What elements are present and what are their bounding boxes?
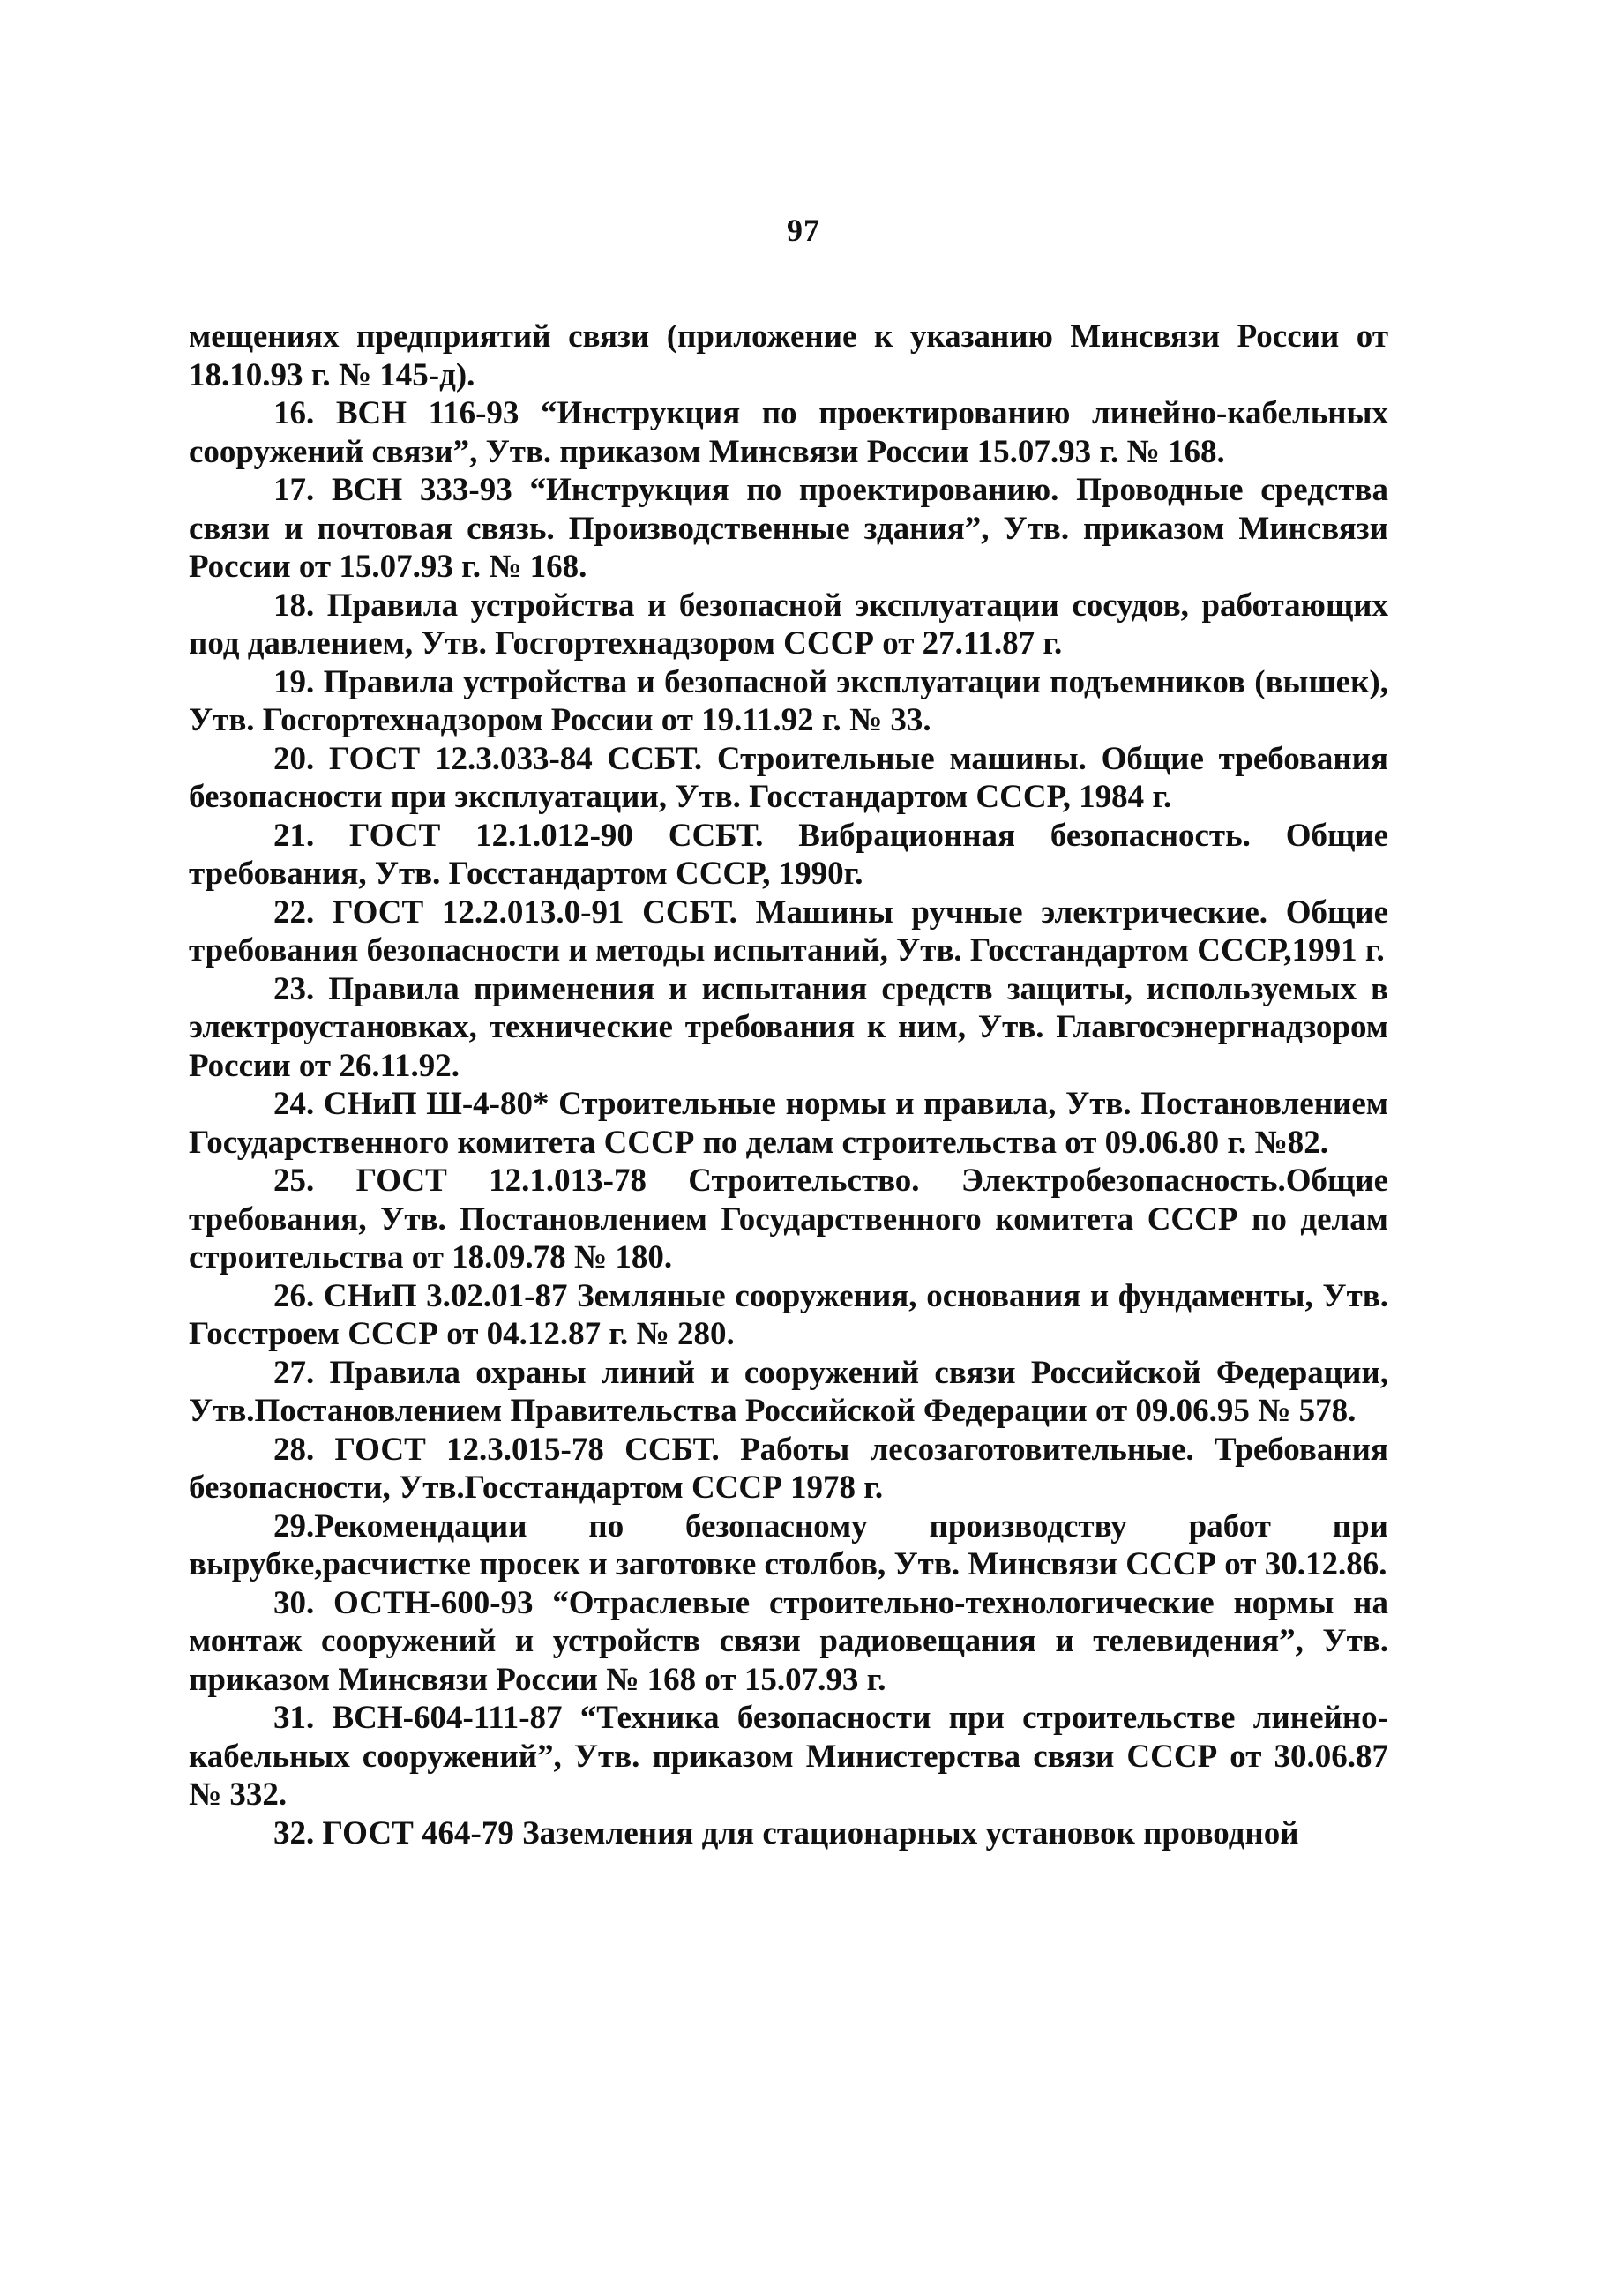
reference-entry-16: 16. ВСН 116-93 “Инструкция по проектированию линейно-кабельных сооружений связи”, Утв. приказом Минсвязи России 15.07.93 г. № 168.	[189, 395, 1388, 470]
reference-entry-27: 27. Правила охраны линий и сооружений связи Российской Федерации, Утв.Постановлением Правительства Российской Федерации от 09.06.95 № 578.	[189, 1354, 1388, 1429]
reference-entry-continuation: мещениях предприятий связи (приложение к указанию Минсвязи России от 18.10.93 г. № 145-д).	[189, 318, 1388, 393]
reference-list	[189, 318, 1388, 1852]
reference-entry-19: 19. Правила устройства и безопасной эксплуатации подъемников (вышек), Утв. Госгортехнадзором России от 19.11.92 г. № 33.	[189, 663, 1388, 738]
reference-entry-25: 25. ГОСТ 12.1.013-78 Строительство. Электробезопасность.Общие требования, Утв. Постановлением Государственного комитета СССР по делам строительства от 18.09.78 № 180.	[189, 1163, 1388, 1275]
reference-entry-24: 24. СНиП Ш-4-80* Строительные нормы и правила, Утв. Постановлением Государственного комитета СССР по делам строительства от 09.06.80 г. №82.	[189, 1086, 1388, 1161]
reference-entry-18: 18. Правила устройства и безопасной эксплуатации сосудов, работающих под давлением, Утв. Госгортехнадзором СССР от 27.11.87 г.	[189, 587, 1388, 662]
reference-entry-22: 22. ГОСТ 12.2.013.0-91 ССБТ. Машины ручные электрические. Общие требования безопасности и методы испытаний, Утв. Госстандартом СССР,1991 г.	[189, 894, 1388, 969]
page-number: 97	[787, 213, 820, 248]
reference-entry-30: 30. ОСТН-600-93 “Отраслевые строительно-технологические нормы на монтаж сооружений и устройств связи радиовещания и телевидения”, Утв. приказом Минсвязи России № 168 от 15.07.93 г.	[189, 1584, 1388, 1698]
reference-entry-26: 26. СНиП 3.02.01-87 Земляные сооружения, основания и фундаменты, Утв. Госстроем СССР от 04.12.87 г. № 280.	[189, 1277, 1388, 1352]
reference-entry-20: 20. ГОСТ 12.3.033-84 ССБТ. Строительные машины. Общие требования безопасности при эксплуатации, Утв. Госстандартом СССР, 1984 г.	[189, 740, 1388, 815]
reference-entry-23: 23. Правила применения и испытания средств защиты, используемых в электроустановках, технические требования к ним, Утв. Главгосэнергнадзором России от 26.11.92.	[189, 970, 1388, 1084]
reference-entry-28: 28. ГОСТ 12.3.015-78 ССБТ. Работы лесозаготовительные. Требования безопасности, Утв.Госстандартом СССР 1978 г.	[189, 1431, 1388, 1506]
reference-entry-32: 32. ГОСТ 464-79 Заземления для стационарных установок проводной	[273, 1814, 1299, 1851]
reference-entry-29: 29.Рекомендации по безопасному производству работ при вырубке,расчистке просек и заготовке столбов, Утв. Минсвязи СССР от 30.12.86.	[189, 1507, 1388, 1582]
reference-entry-17: 17. ВСН 333-93 “Инструкция по проектированию. Проводные средства связи и почтовая связь. Производственные здания”, Утв. приказом Минсвязи России от 15.07.93 г. № 168.	[189, 472, 1388, 585]
reference-entry-21: 21. ГОСТ 12.1.012-90 ССБТ. Вибрационная безопасность. Общие требования, Утв. Госстандартом СССР, 1990г.	[189, 817, 1388, 892]
reference-entry-31: 31. ВСН-604-111-87 “Техника безопасности при строительстве линейно-кабельных сооружений”, Утв. приказом Министерства связи СССР от 30.06.87 № 332.	[189, 1700, 1388, 1813]
